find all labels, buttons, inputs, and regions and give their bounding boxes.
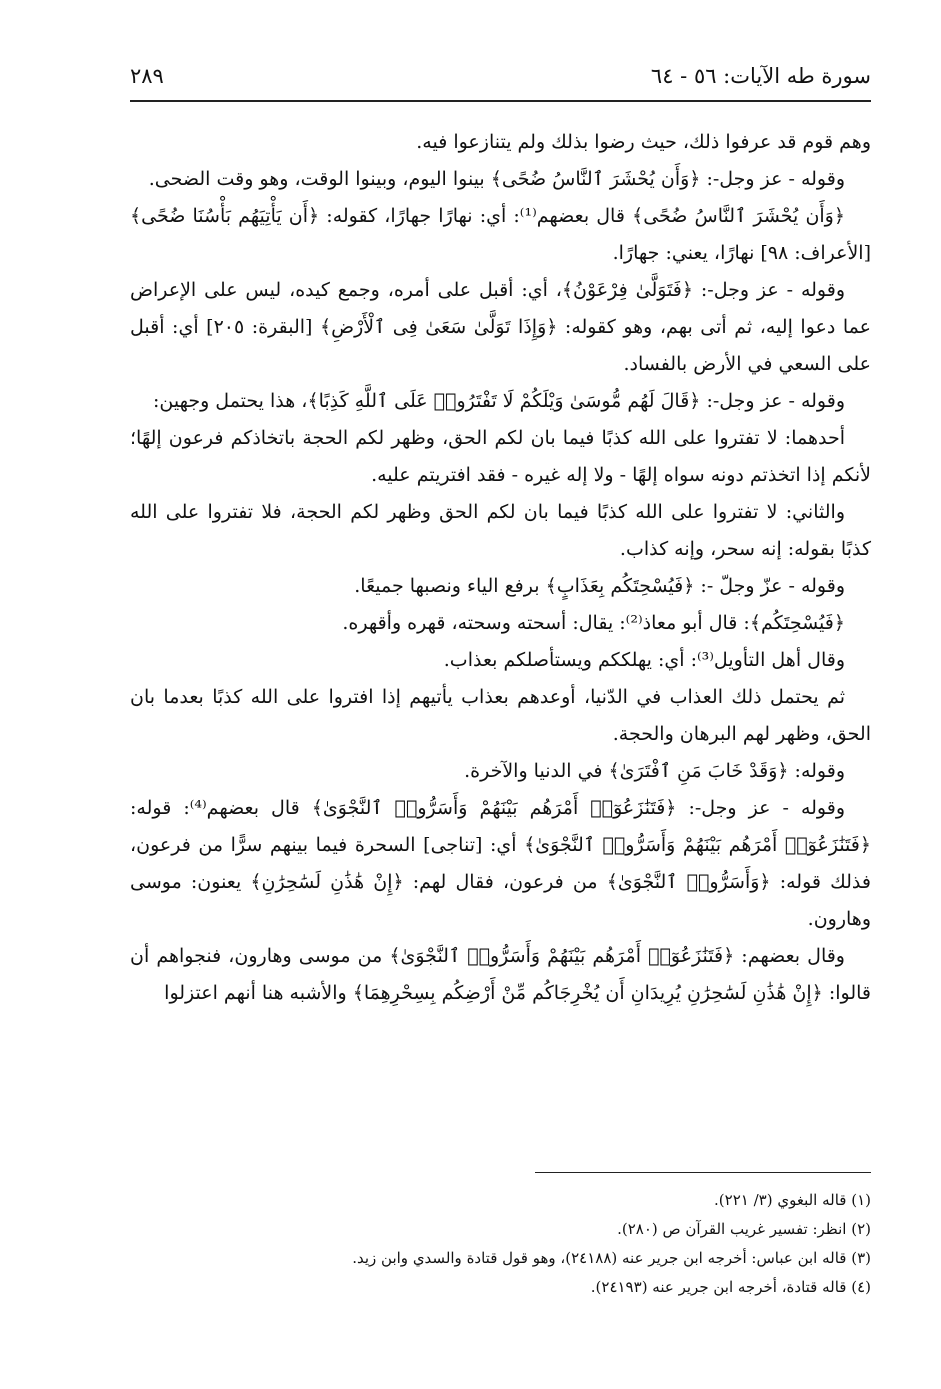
footnote: (٣) قاله ابن عباس: أخرجه ابن جرير عنه (٢٤١٨٨)، وهو قول قتادة والسدي وابن زيد. — [352, 1249, 871, 1267]
paragraph: والثاني: لا تفتروا على الله كذبًا فيما بان لكم الحق وظهر لكم الحجة، فلا تفتروا على الله كذبًا بقوله: إنه سحر، وإنه كذاب. — [130, 501, 871, 560]
paragraph: وقوله - عز وجل-: ﴿فَتَنَٰزَعُوٓا۟ أَمْرَهُم بَيْنَهُمْ وَأَسَرُّوا۟ ٱلنَّجْوَىٰ﴾ قال بعضهم⁽⁴⁾: قوله: ﴿فَتَنَٰزَعُوٓا۟ أَمْرَهُم بَيْنَهُمْ وَأَسَرُّوا۟ ٱلنَّجْوَىٰ﴾ أي: [تناجى] السحرة فيما بينهم سرًّا من فرعون، فذلك قوله: ﴿وَأَسَرُّوا۟ ٱلنَّجْوَىٰ﴾ من فرعون، فقال لهم: ﴿إِنْ هَٰذَٰنِ لَسَٰحِرَٰنِ﴾ يعنون: موسى وهارون. — [130, 797, 871, 930]
paragraph: ﴿وَأَن يُحْشَرَ ٱلنَّاسُ ضُحًى﴾ قال بعضهم⁽¹⁾: أي: نهارًا جهارًا، كقوله: ﴿أَن يَأْتِيَهُم بَأْسُنَا ضُحًى﴾ [الأعراف: ٩٨] نهارًا، يعني: جهارًا. — [130, 205, 871, 264]
footnote: (١) قاله البغوي (٣/ ٢٢١). — [714, 1191, 871, 1209]
footnote-rule — [535, 1172, 871, 1173]
paragraph: ثم يحتمل ذلك العذاب في الدّنيا، أوعدهم بعذاب يأتيهم إذا افتروا على الله كذبًا بعدما بان الحق، وظهر لهم البرهان والحجة. — [130, 686, 871, 745]
paragraph: وقوله - عز وجل-: ﴿وَأَن يُحْشَرَ ٱلنَّاسُ ضُحًى﴾ بينوا اليوم، وبينوا الوقت، وهو وقت الضحى. — [148, 168, 845, 190]
paragraph: وقوله: ﴿وَقَدْ خَابَ مَنِ ٱفْتَرَىٰ﴾ في الدنيا والآخرة. — [464, 760, 845, 782]
main-text — [130, 124, 871, 1012]
paragraph: وقوله - عز وجل-: ﴿فَتَوَلَّىٰ فِرْعَوْنُ﴾، أي: أقبل على أمره، وجمع كيده، ليس على الإعراض عما دعوا إليه، ثم أتى بهم، وهو كقوله: ﴿وَإِذَا تَوَلَّىٰ سَعَىٰ فِى ٱلْأَرْضِ﴾ [البقرة: ٢٠٥] أي: أقبل على السعي في الأرض بالفساد. — [130, 279, 871, 375]
footnote: (٤) قاله قتادة، أخرجه ابن جرير عنه (٢٤١٩٣). — [590, 1278, 871, 1296]
running-header — [130, 58, 871, 94]
paragraph: وهم قوم قد عرفوا ذلك، حيث رضوا بذلك ولم يتنازعوا فيه. — [416, 131, 871, 153]
header-rule — [130, 100, 871, 102]
footnotes — [150, 1186, 871, 1302]
paragraph: وقال بعضهم: ﴿فَتَنَٰزَعُوٓا۟ أَمْرَهُم بَيْنَهُمْ وَأَسَرُّوا۟ ٱلنَّجْوَىٰ﴾ من موسى وهارون، فنجواهم أن قالوا: ﴿إِنْ هَٰذَٰنِ لَسَٰحِرَٰنِ يُرِيدَانِ أَن يُخْرِجَاكُم مِّنْ أَرْضِكُم بِسِحْرِهِمَا﴾ والأشبه هنا أنهم اعتزلوا — [130, 945, 871, 1004]
paragraph: أحدهما: لا تفتروا على الله كذبًا فيما بان لكم الحق، وظهر لكم الحجة باتخاذكم فرعون إلهًا؛ لأنكم إذا اتخذتم دونه سواه إلهًا - ولا إله غيره - فقد افتريتم عليه. — [130, 427, 871, 486]
page-number: ٢٨٩ — [130, 64, 164, 88]
paragraph: وقال أهل التأويل⁽³⁾: أي: يهلككم ويستأصلكم بعذاب. — [443, 649, 845, 671]
footnote: (٢) انظر: تفسير غريب القرآن ص (٢٨٠). — [617, 1220, 871, 1238]
paragraph: وقوله - عزّ وجلّ -: ﴿فَيُسْحِتَكُم بِعَذَابٍ﴾ برفع الياء ونصبها جميعًا. — [354, 575, 845, 597]
header-title: سورة طه الآيات: ٥٦ - ٦٤ — [650, 64, 871, 88]
paragraph: وقوله - عز وجل-: ﴿قَالَ لَهُم مُّوسَىٰ وَيْلَكُمْ لَا تَفْتَرُوا۟ عَلَى ٱللَّهِ كَذِبًا﴾، هذا يحتمل وجهين: — [152, 390, 845, 412]
paragraph: ﴿فَيُسْحِتَكُم﴾: قال أبو معاذ⁽²⁾: يقال: أسحته وسحته، قهره وأقهره. — [342, 612, 845, 634]
